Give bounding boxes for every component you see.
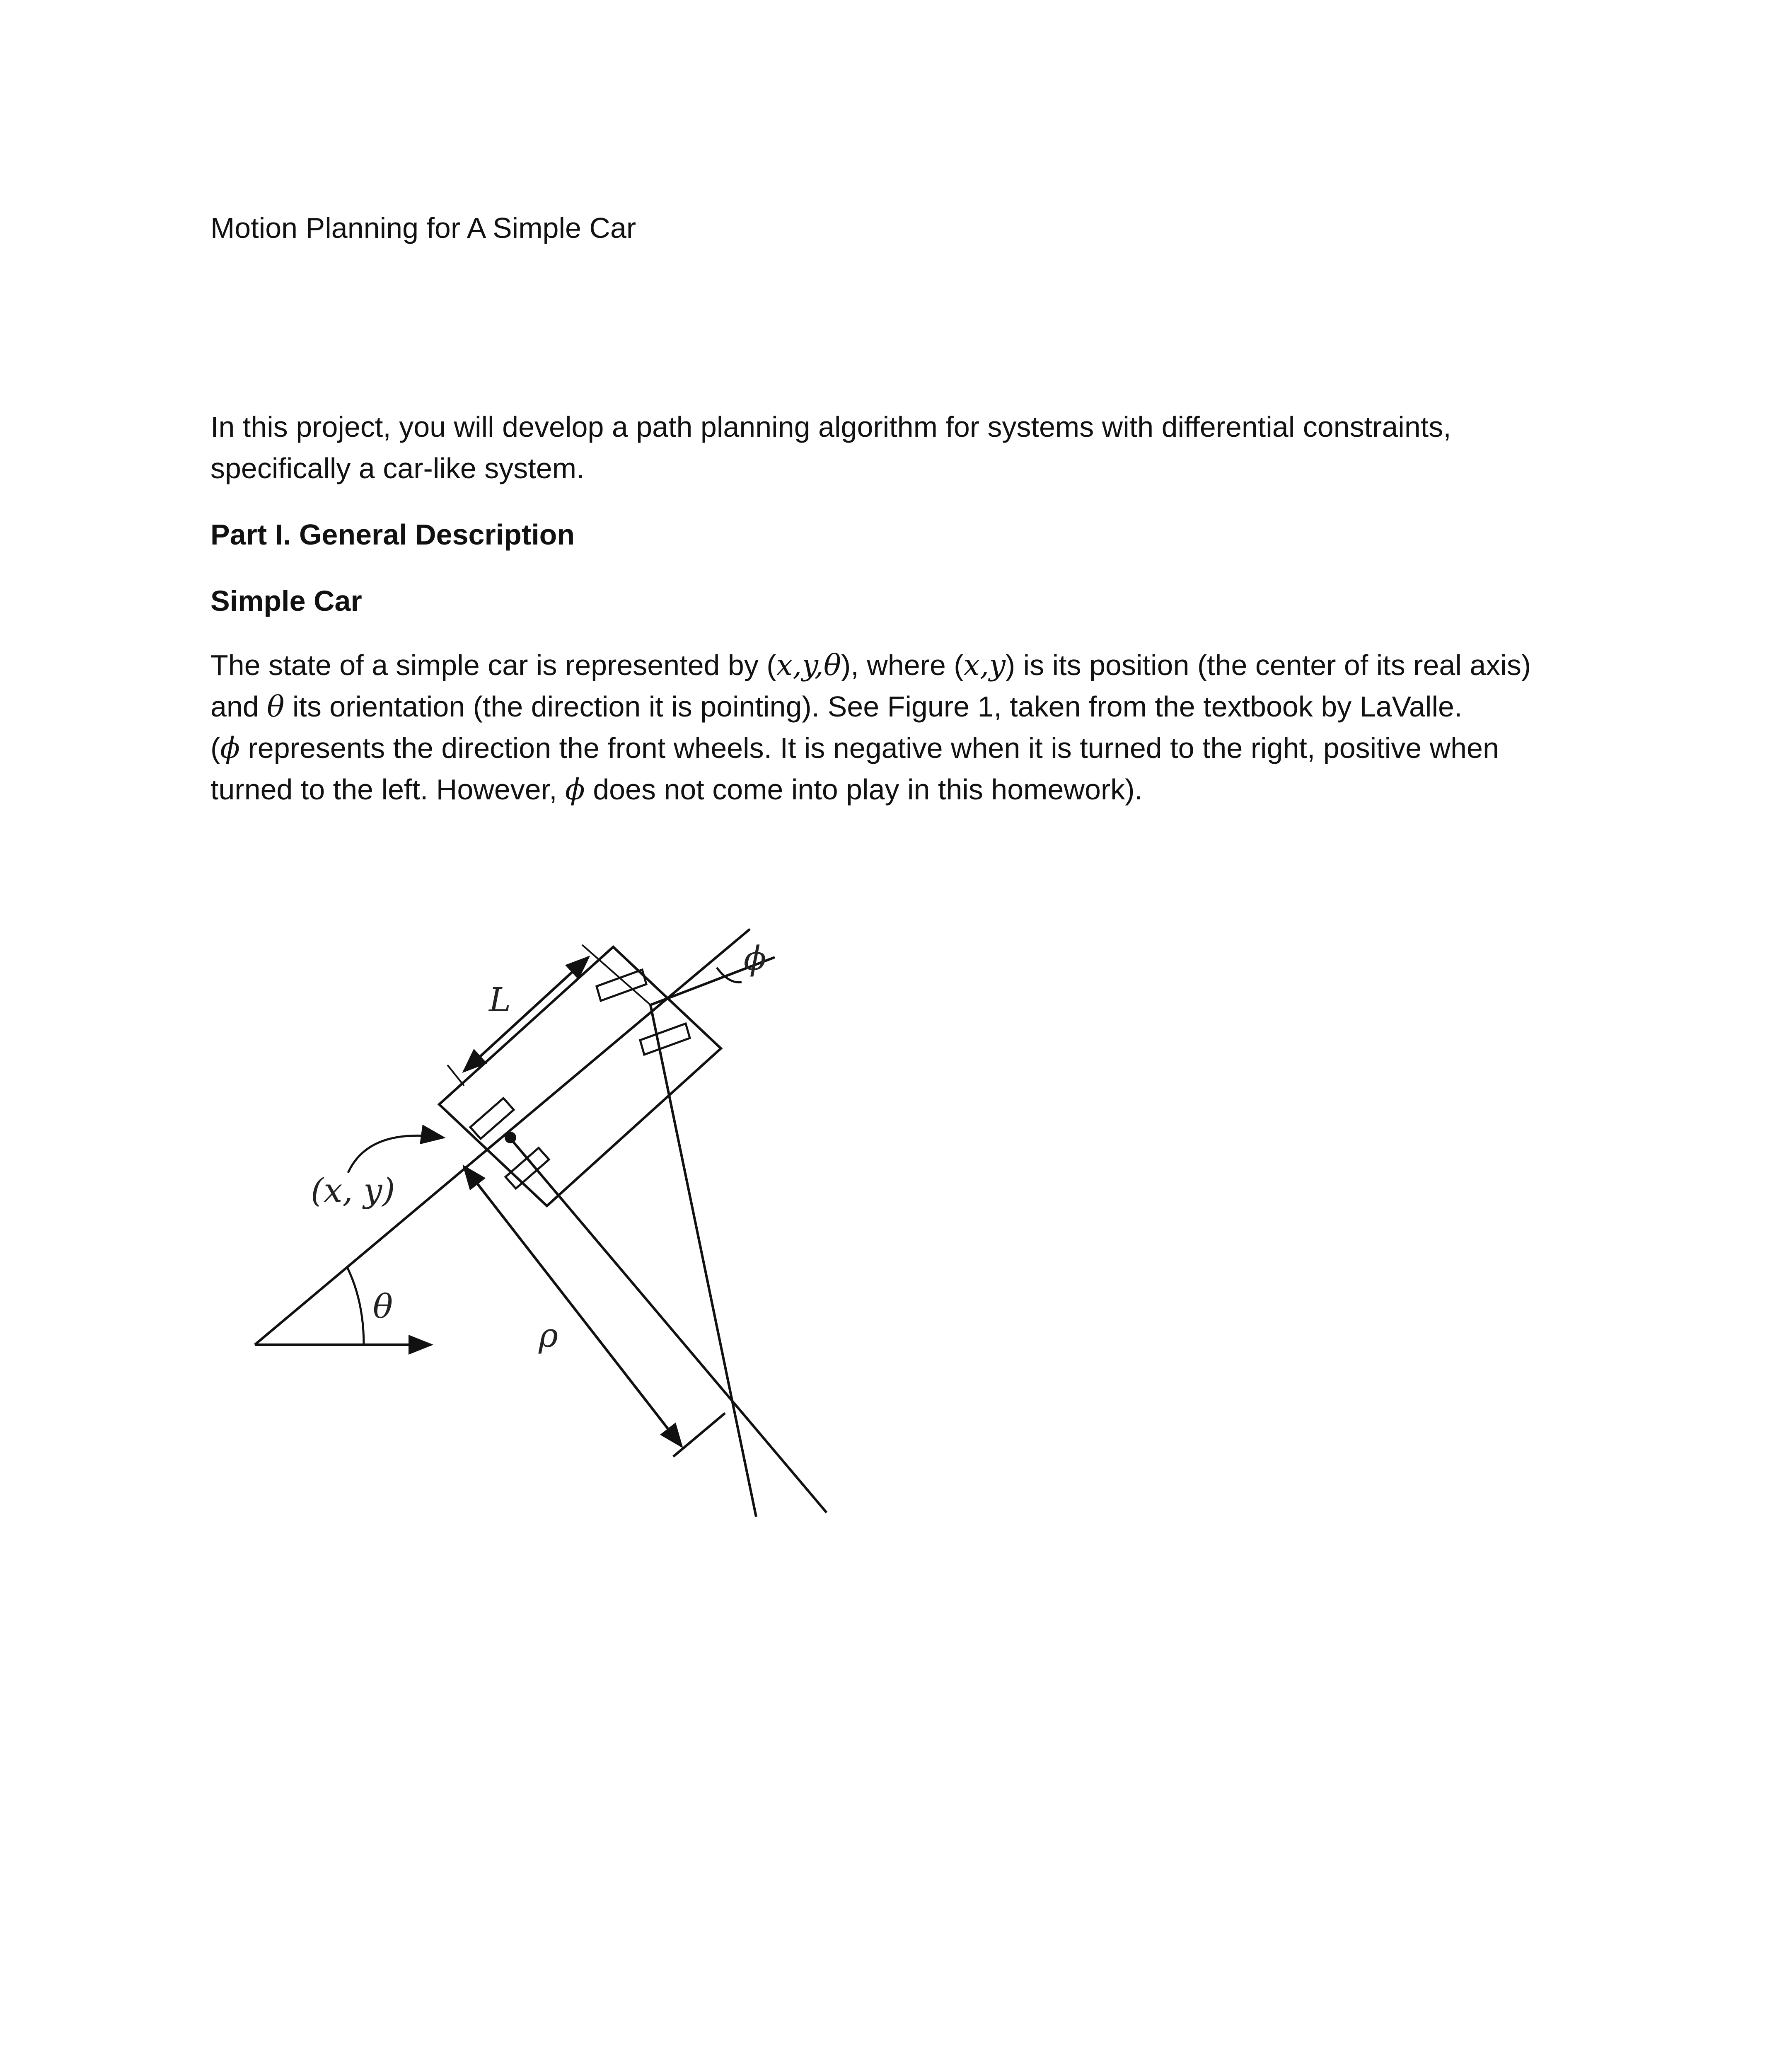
label-L: L (489, 980, 511, 1019)
car-body (439, 947, 721, 1206)
label-xy: (x, y) (311, 1171, 395, 1210)
part-heading: Part I. General Description (210, 518, 575, 551)
text-run: does not come into play in this homework). (585, 773, 1143, 806)
intro-paragraph (210, 406, 1586, 489)
car-center-point (505, 1132, 516, 1143)
label-theta: θ (373, 1287, 393, 1326)
L-arrow-back (464, 957, 588, 1071)
simple-car-diagram (232, 912, 895, 1533)
wheel-rear-right (505, 1148, 549, 1188)
text-run: ( (210, 732, 220, 764)
math-state: x,y,θ (776, 648, 841, 682)
text-run: turned to the left. However, (210, 773, 566, 806)
math-phi: ϕ (220, 731, 240, 765)
xy-pointer (348, 1135, 443, 1173)
text-run: ) is its position (the center of its real axis) (1005, 649, 1531, 681)
label-phi: ϕ (744, 939, 766, 978)
math-theta: θ (267, 690, 285, 724)
L-tick-rear (447, 1065, 464, 1086)
state-line-4 (210, 769, 1586, 810)
text-run: and (210, 690, 267, 723)
front-direction-line (650, 1005, 756, 1517)
label-rho: ρ (539, 1316, 558, 1355)
rho-end-tick (673, 1413, 725, 1457)
state-line-2 (210, 686, 1586, 727)
state-line-1 (210, 644, 1586, 686)
simple-car-figure (232, 912, 895, 1533)
wheel-front-left (597, 970, 646, 1001)
math-phi: ϕ (565, 772, 585, 806)
section-heading: Simple Car (210, 585, 362, 617)
intro-line-1: In this project, you will develop a path planning algorithm for systems with differential constraints, (210, 411, 1451, 443)
rho-arrow-back (464, 1167, 682, 1446)
math-position: x,y (963, 648, 1006, 682)
document-title: Motion Planning for A Simple Car (210, 212, 636, 244)
state-line-3 (210, 727, 1586, 769)
text-run: its orientation (the direction it is pointing). See Figure 1, taken from the textbook by LaValle. (284, 690, 1463, 723)
wheel-front-right (640, 1024, 690, 1055)
text-run: represents the direction the front wheels. It is negative when it is turned to the right, positive when (240, 732, 1499, 764)
theta-arc (347, 1267, 364, 1345)
intro-line-2: specifically a car-like system. (210, 452, 585, 484)
text-run: The state of a simple car is represented by ( (210, 649, 776, 681)
state-paragraph (210, 644, 1586, 810)
text-run: ), where ( (841, 649, 964, 681)
